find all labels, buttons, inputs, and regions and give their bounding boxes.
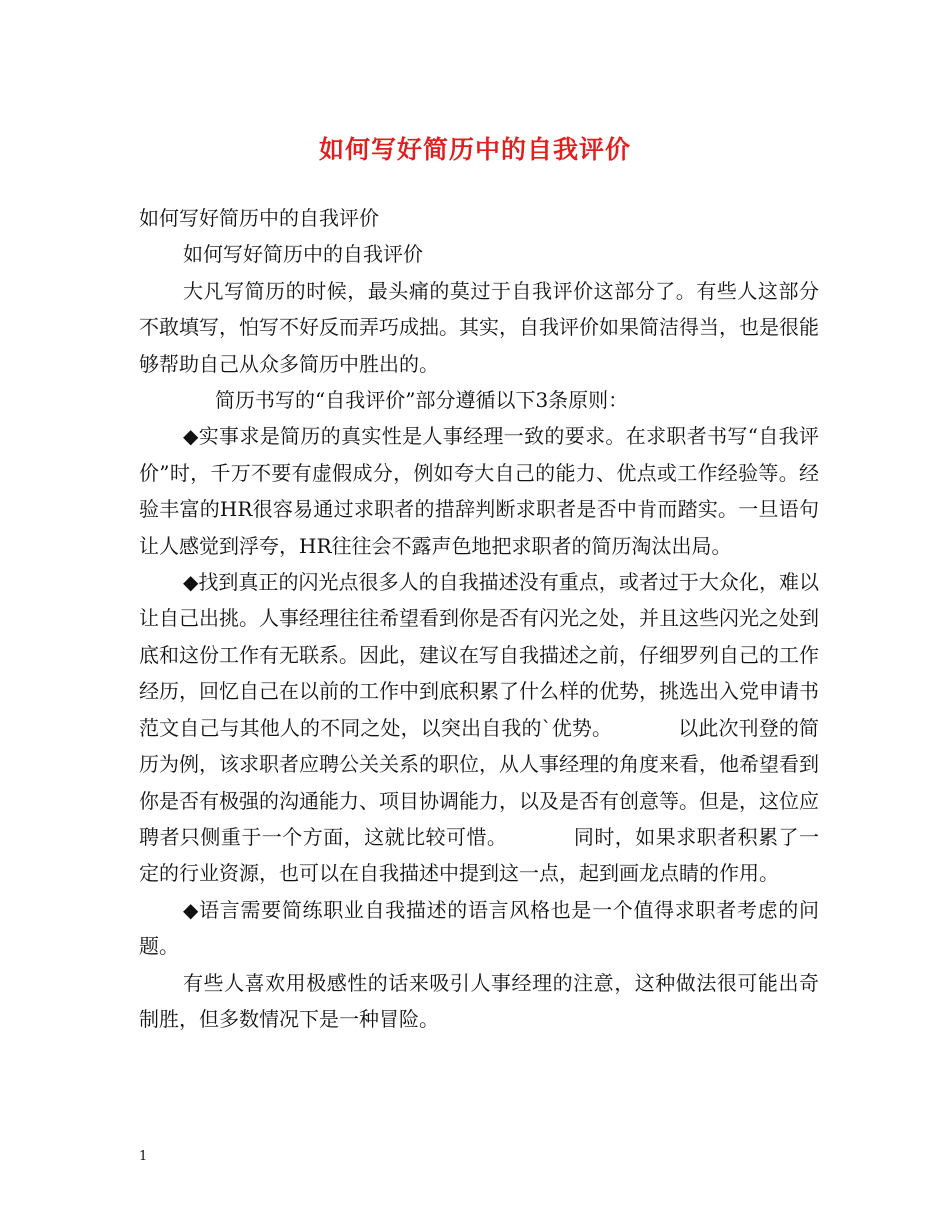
document-body [139, 200, 819, 1037]
principles-intro: 简历书写的“自我评价”部分遵循以下3条原则： [215, 388, 629, 413]
heading-line-2: 如何写好简历中的自我评价 [183, 242, 423, 267]
heading-line-1: 如何写好简历中的自我评价 [139, 206, 379, 230]
page-number: 1 [139, 1149, 148, 1164]
final-paragraph: 有些人喜欢用极感性的话来吸引人事经理的注意，这种做法很可能出奇制胜，但多数情况下是一种冒险。 [139, 970, 819, 1031]
principle-1-paragraph: ◆实事求是简历的真实性是人事经理一致的要求。在求职者书写“自我评价”时，千万不要有虚假成分，例如夸大自己的能力、优点或工作经验等。经验丰富的HR很容易通过求职者的措辞判断求职者是否中肯而踏实。一旦语句让人感觉到浮夸，HR往往会不露声色地把求职者的简历淘汰出局。 [139, 424, 819, 558]
principle-2-part-a: ◆找到真正的闪光点很多人的自我描述没有重点，或者过于大众化，难以让自己出挑。人事经理往往希望看到你是否有闪光之处，并且这些闪光之处到底和这份工作有无联系。因此，建议在写自我描述之前，仔细罗列自己的工作经历，回忆自己在以前的工作中到底积累了什么样的优势，挑选出入党申请书范文自己与其他人的不同之处，以突出自我的`优势。 [139, 570, 819, 740]
document-title: 如何写好简历中的自我评价 [318, 135, 631, 164]
principle-2-paragraph [139, 564, 819, 892]
intro-paragraph: 大凡写简历的时候，最头痛的莫过于自我评价这部分了。有些人这部分不敢填写，怕写不好反而弄巧成拙。其实，自我评价如果简洁得当，也是很能够帮助自己从众多简历中胜出的。 [139, 278, 819, 376]
principle-3-paragraph: ◆语言需要简练职业自我描述的语言风格也是一个值得求职者考虑的问题。 [139, 897, 819, 959]
principle-2-part-c: 同时，如果求职者积累了一定的行业资源，也可以在自我描述中提到这一点，起到画龙点睛的作用。 [139, 824, 820, 886]
principle-2-part-b: 以此次刊登的简历为例，该求职者应聘公关关系的职位，从人事经理的角度来看，他希望看到你是否有极强的沟通能力、项目协调能力，以及是否有创意等。但是，这位应聘者只侧重于一个方面，这就比较可惜。 [139, 715, 820, 849]
